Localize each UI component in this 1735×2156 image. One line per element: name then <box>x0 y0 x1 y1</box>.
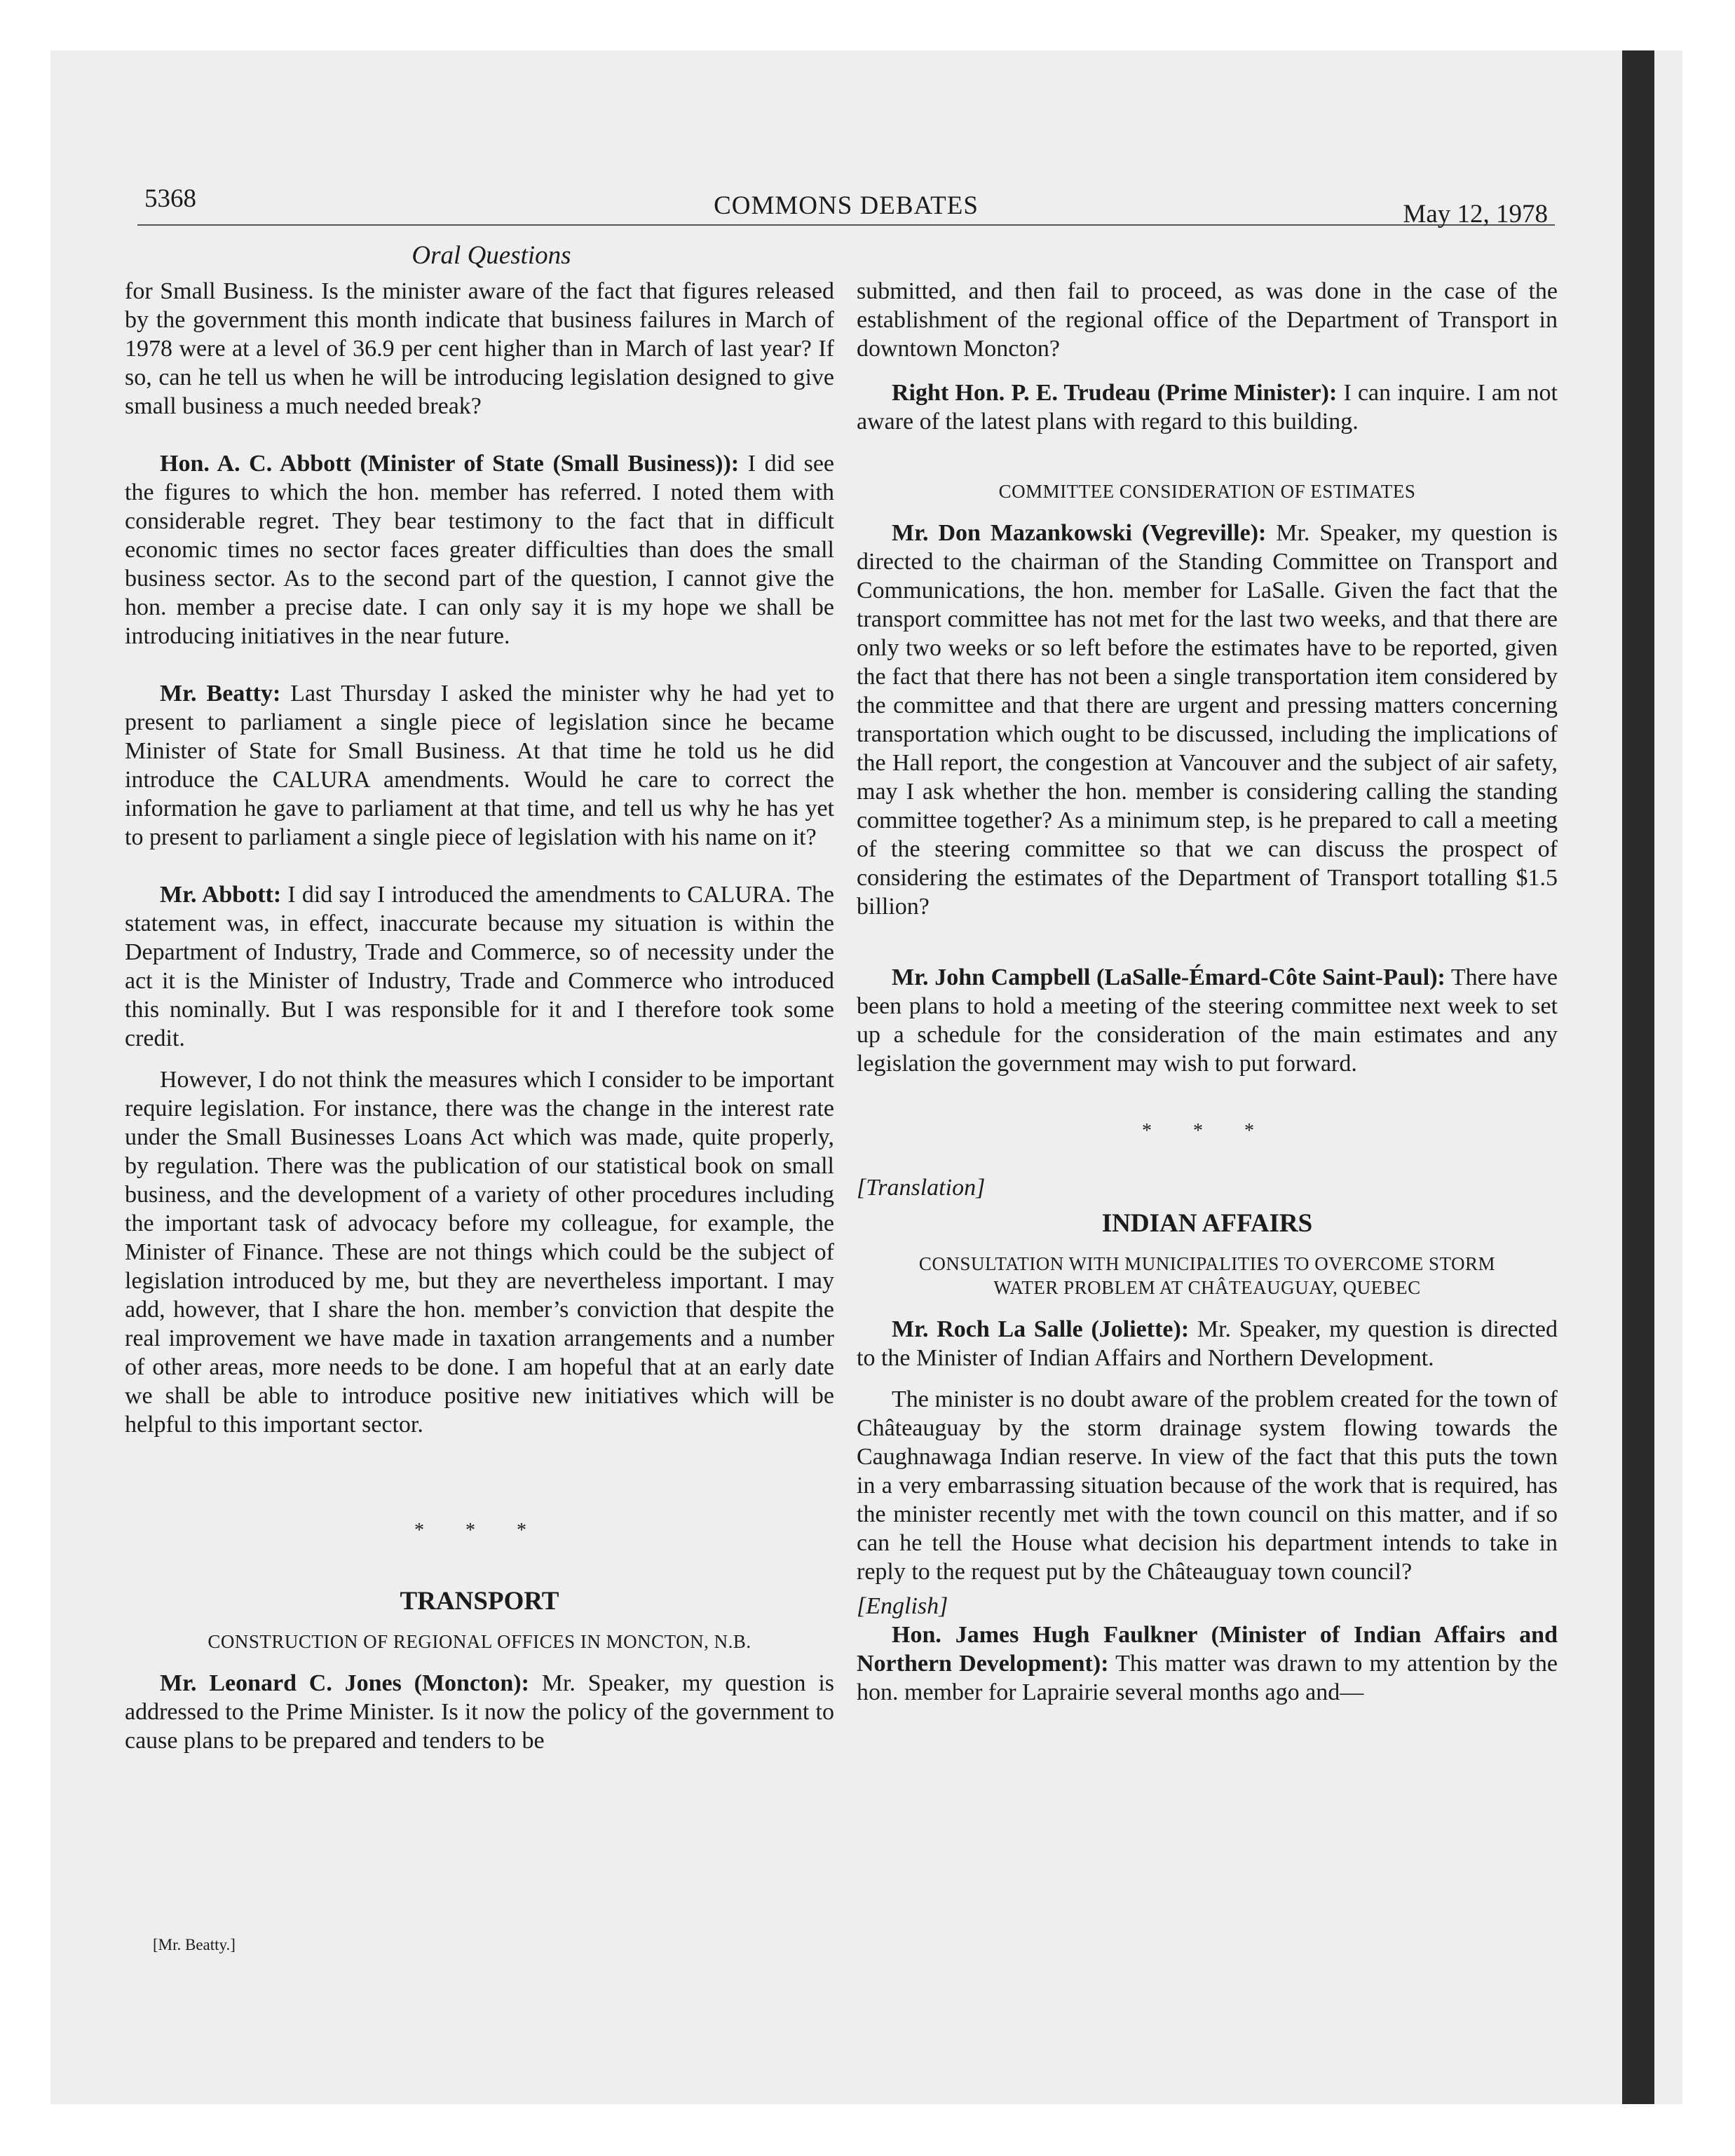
section-subheading: CONSTRUCTION OF REGIONAL OFFICES IN MONCTON, N.B. <box>207 1631 751 1652</box>
paragraph <box>857 519 1558 921</box>
paragraph <box>125 880 834 1053</box>
translation-note: [Translation] <box>857 1175 986 1201</box>
left-column <box>125 277 834 1755</box>
paragraph <box>857 378 1558 436</box>
speech-text: There have been plans to hold a meeting of the steering committee next week to set up a schedule for the consideration of the main estimates and any legislation the government may wish to put forward. <box>857 964 1558 1077</box>
language-note: [English] <box>857 1593 948 1619</box>
speaker-name: Mr. Leonard C. Jones (Moncton): <box>160 1670 529 1696</box>
speech-text: Mr. Speaker, my question is addressed to the Prime Minister. Is it now the policy of the government to cause plans to be prepared and tenders to be <box>125 1670 834 1754</box>
speaker-name: Mr. Abbott: <box>160 882 282 908</box>
speech-text: Mr. Speaker, my question is directed to the Minister of Indian Affairs and Northern Development. <box>857 1316 1558 1371</box>
section-label: Oral Questions <box>411 241 571 270</box>
speaker-name: Mr. Beatty: <box>160 681 281 707</box>
paragraph <box>857 1315 1558 1372</box>
paragraph: submitted, and then fail to proceed, as was done in the case of the establishment of the regional office of the Department of Transport in downtown Moncton? <box>857 278 1558 362</box>
speech-text: Mr. Speaker, my question is directed to the chairman of the Standing Committee on Transport and Communications, the hon. member for LaSalle. Given the fact that the transport committee has not met for the last two weeks, and that there are only two weeks or so left before the estimates have to be reported, given the fact that there has not been a single transportation item considered by the committee and that there are urgent and pressing matters concerning transportation which ought to be discussed, including the implications of the Hall report, the congestion at Vancouver and the subject of air safety, may I ask whether the hon. member is considering calling the standing committee together? As a minimum step, is he prepared to call a meeting of the steering committee so that we can discuss the prospect of considering the estimates of the Department of Transport totalling $1.5 billion? <box>857 520 1558 920</box>
right-column <box>857 277 1558 1707</box>
running-title: COMMONS DEBATES <box>714 191 979 220</box>
section-subheading: CONSULTATION WITH MUNICIPALITIES TO OVERCOME STORM WATER PROBLEM AT CHÂTEAUGUAY, QUEBEC <box>918 1253 1496 1298</box>
speech-text: Last Thursday I asked the minister why he had yet to present to parliament a single piece of legislation since he became Minister of State for Small Business. At that time he told us he did introduce the CALURA amendments. Would he care to correct the information he gave to parliament at that time, and tell us why he has yet to present to parliament a single piece of legislation with his name on it? <box>125 681 834 850</box>
speaker-name: Hon. James Hugh Faulkner (Minister of Indian Affairs and Northern Development): <box>857 1622 1558 1677</box>
speaker-name: Mr. John Campbell (LaSalle-Émard-Côte Saint-Paul): <box>892 964 1445 990</box>
section-separator: * * * <box>414 1520 545 1541</box>
paragraph: However, I do not think the measures which I consider to be important require legislation. For instance, there was the change in the interest rate under the Small Businesses Loans Act which was made, quite properly, by regulation. There was the publication of our statistical book on small business, and the development of a variety of other procedures including the important task of advocacy before my colleague, for example, the Minister of Finance. These are not things which could be the subject of legislation introduced by me, but they are nevertheless important. I may add, however, that I share the hon. member’s conviction that despite the real improvement we have made in taxation arrangements and a number of other areas, more needs to be done. I am hopeful that at an early date we shall be able to introduce positive new initiatives which will be helpful to this important sector. <box>125 1067 834 1438</box>
speech-text: I did say I introduced the amendments to CALURA. The statement was, in effect, inaccurate because my situation is within the Department of Industry, Trade and Commerce, so of necessity under the act it is the Minister of Industry, Trade and Commerce who introduced this nominally. But I was responsible for it and I therefore took some credit. <box>125 882 834 1051</box>
speech-text: This matter was drawn to my attention by the hon. member for Laprairie several months ago and— <box>857 1651 1558 1705</box>
section-separator: * * * <box>1142 1120 1272 1142</box>
section-subheading: COMMITTEE CONSIDERATION OF ESTIMATES <box>998 481 1416 502</box>
page-header <box>137 184 1555 226</box>
speaker-name: Right Hon. P. E. Trudeau (Prime Minister): <box>892 380 1338 406</box>
issue-date: May 12, 1978 <box>1403 200 1548 228</box>
speech-text: I did see the figures to which the hon. member has referred. I noted them with considerable regret. They bear testimony to the fact that in difficult economic times no sector faces greater difficulties than does the small business sector. As to the second part of the question, I cannot give the hon. member a precise date. I can only say it is my hope we shall be introducing initiatives in the near future. <box>125 451 834 649</box>
page-number: 5368 <box>144 184 196 213</box>
section-heading: TRANSPORT <box>400 1587 559 1616</box>
paragraph: The minister is no doubt aware of the problem created for the town of Châteauguay by the storm drainage system flowing towards the Caughnawaga Indian reserve. In view of the fact that this puts the town in a very embarrassing situation because of the work that is required, has the minister recently met with the town council on this matter, and if so can he tell the House what decision his department intends to take in reply to the request put by the Châteauguay town council? <box>857 1386 1558 1585</box>
scan-edge-bar <box>1622 50 1654 2104</box>
section-heading: INDIAN AFFAIRS <box>1101 1209 1313 1238</box>
speaker-name: Mr. Don Mazankowski (Vegreville): <box>892 520 1267 546</box>
speech-text: I can inquire. I am not aware of the latest plans with regard to this building. <box>857 380 1558 435</box>
speaker-name: Mr. Roch La Salle (Joliette): <box>892 1316 1190 1342</box>
speaker-name: Hon. A. C. Abbott (Minister of State (Small Business)): <box>160 451 740 477</box>
paragraph <box>857 963 1558 1078</box>
paragraph <box>125 1669 834 1755</box>
paragraph <box>125 449 834 650</box>
footnote: [Mr. Beatty.] <box>153 1936 236 1953</box>
paragraph <box>125 679 834 852</box>
paragraph <box>857 1621 1558 1707</box>
paragraph: for Small Business. Is the minister aware of the fact that figures released by the government this month indicate that business failures in March of 1978 were at a level of 36.9 per cent higher than in March of last year? If so, can he tell us when he will be introducing legislation designed to give small business a much needed break? <box>125 278 834 419</box>
